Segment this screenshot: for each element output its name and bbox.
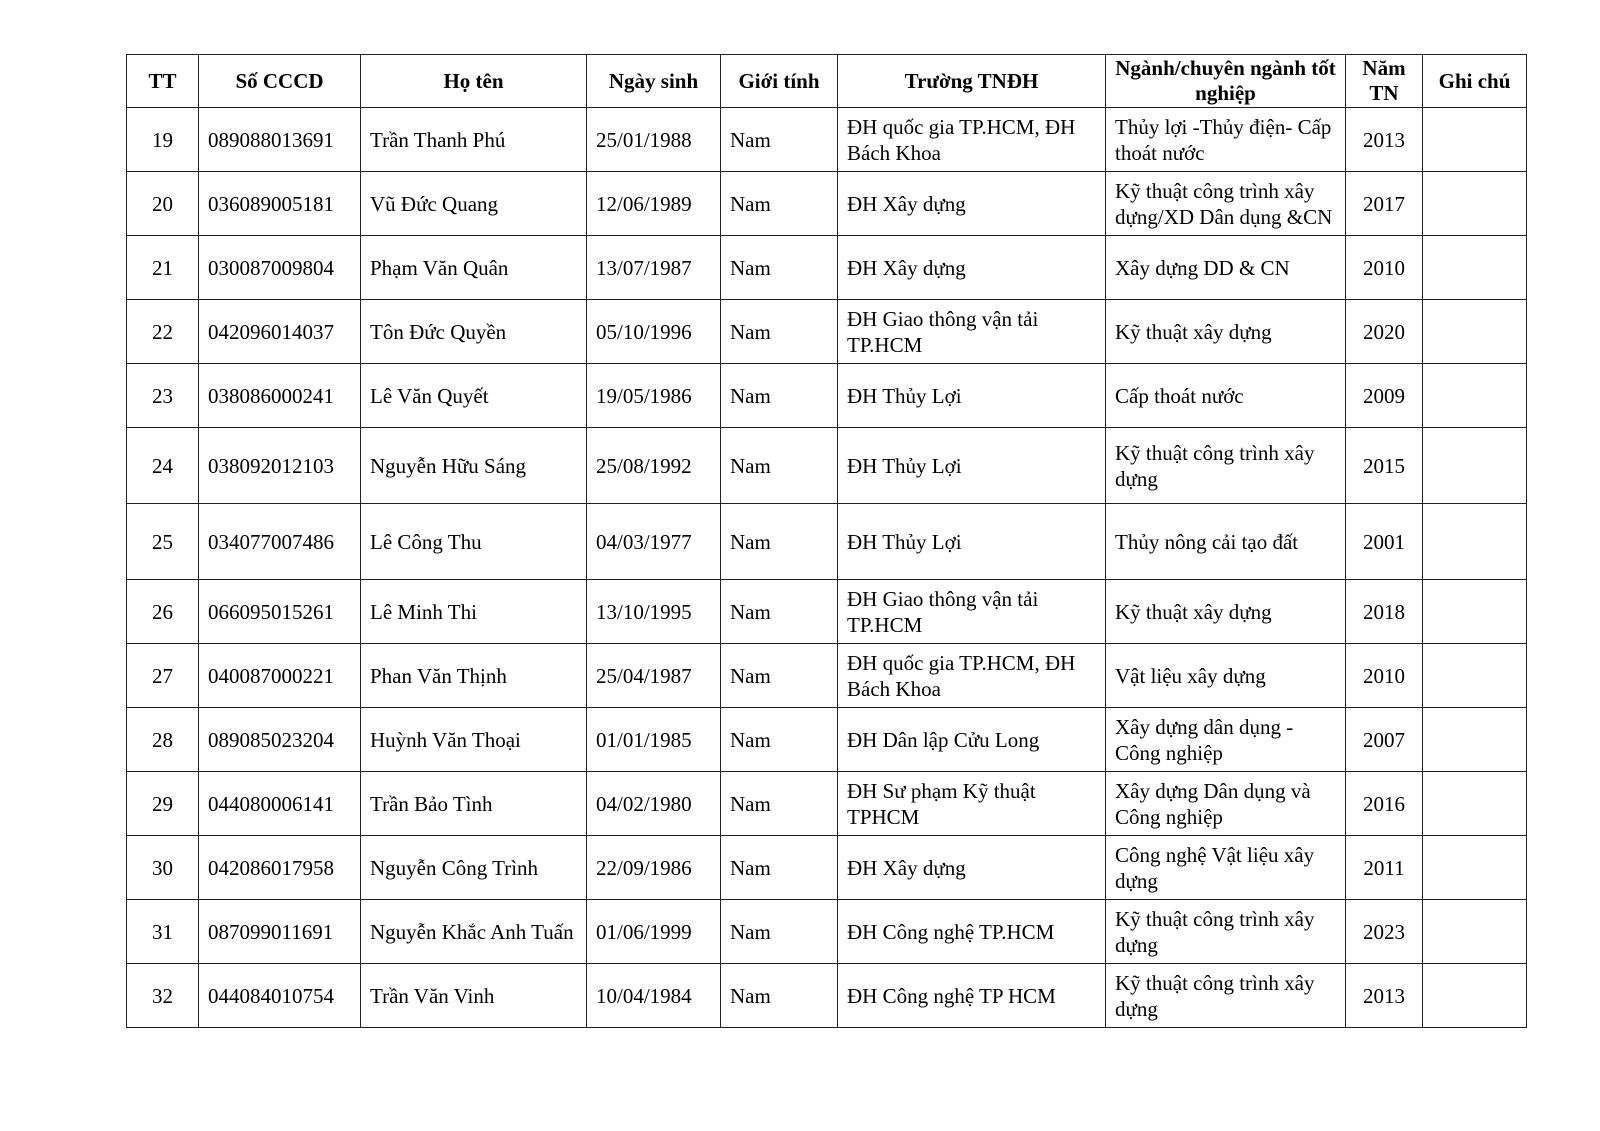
cell-gender: Nam: [721, 300, 838, 364]
cell-major: Kỹ thuật công trình xây dựng: [1106, 964, 1346, 1028]
cell-id-number: 036089005181: [199, 172, 361, 236]
cell-gender: Nam: [721, 504, 838, 580]
cell-full-name: Phan Văn Thịnh: [361, 644, 587, 708]
cell-tt: 25: [127, 504, 199, 580]
cell-graduation-year: 2013: [1346, 964, 1423, 1028]
cell-tt: 28: [127, 708, 199, 772]
cell-university: ĐH Xây dựng: [838, 236, 1106, 300]
cell-id-number: 030087009804: [199, 236, 361, 300]
header-full-name: Họ tên: [361, 55, 587, 108]
cell-date-of-birth: 25/04/1987: [587, 644, 721, 708]
cell-graduation-year: 2010: [1346, 644, 1423, 708]
cell-notes: [1423, 964, 1527, 1028]
cell-tt: 21: [127, 236, 199, 300]
cell-notes: [1423, 580, 1527, 644]
cell-id-number: 044084010754: [199, 964, 361, 1028]
cell-full-name: Nguyễn Hữu Sáng: [361, 428, 587, 504]
cell-date-of-birth: 01/06/1999: [587, 900, 721, 964]
header-gender: Giới tính: [721, 55, 838, 108]
cell-university: ĐH Sư phạm Kỹ thuật TPHCM: [838, 772, 1106, 836]
cell-major: Kỹ thuật công trình xây dựng: [1106, 900, 1346, 964]
cell-full-name: Huỳnh Văn Thoại: [361, 708, 587, 772]
cell-notes: [1423, 428, 1527, 504]
cell-full-name: Trần Bảo Tình: [361, 772, 587, 836]
cell-id-number: 044080006141: [199, 772, 361, 836]
cell-gender: Nam: [721, 772, 838, 836]
header-notes: Ghi chú: [1423, 55, 1527, 108]
cell-university: ĐH Thủy Lợi: [838, 504, 1106, 580]
graduates-table: [126, 54, 1527, 1028]
cell-date-of-birth: 13/10/1995: [587, 580, 721, 644]
cell-date-of-birth: 22/09/1986: [587, 836, 721, 900]
header-major: Ngành/chuyên ngành tốt nghiệp: [1106, 55, 1346, 108]
cell-university: ĐH Giao thông vận tải TP.HCM: [838, 300, 1106, 364]
cell-gender: Nam: [721, 644, 838, 708]
cell-major: Kỹ thuật xây dựng: [1106, 300, 1346, 364]
cell-major: Thủy lợi -Thủy điện- Cấp thoát nước: [1106, 108, 1346, 172]
cell-notes: [1423, 836, 1527, 900]
cell-gender: Nam: [721, 900, 838, 964]
cell-graduation-year: 2007: [1346, 708, 1423, 772]
cell-date-of-birth: 05/10/1996: [587, 300, 721, 364]
cell-tt: 22: [127, 300, 199, 364]
cell-gender: Nam: [721, 428, 838, 504]
cell-graduation-year: 2015: [1346, 428, 1423, 504]
cell-graduation-year: 2013: [1346, 108, 1423, 172]
cell-university: ĐH Công nghệ TP HCM: [838, 964, 1106, 1028]
cell-tt: 31: [127, 900, 199, 964]
cell-gender: Nam: [721, 836, 838, 900]
header-graduation-year: Năm TN: [1346, 55, 1423, 108]
cell-university: ĐH Xây dựng: [838, 836, 1106, 900]
cell-date-of-birth: 04/03/1977: [587, 504, 721, 580]
cell-tt: 26: [127, 580, 199, 644]
cell-graduation-year: 2011: [1346, 836, 1423, 900]
cell-major: Cấp thoát nước: [1106, 364, 1346, 428]
cell-tt: 27: [127, 644, 199, 708]
table-row: [127, 772, 1527, 836]
cell-notes: [1423, 236, 1527, 300]
cell-notes: [1423, 364, 1527, 428]
cell-full-name: Phạm Văn Quân: [361, 236, 587, 300]
header-date-of-birth: Ngày sinh: [587, 55, 721, 108]
cell-major: Công nghệ Vật liệu xây dựng: [1106, 836, 1346, 900]
cell-notes: [1423, 172, 1527, 236]
table-row: [127, 900, 1527, 964]
cell-major: Kỹ thuật công trình xây dựng: [1106, 428, 1346, 504]
cell-full-name: Trần Văn Vinh: [361, 964, 587, 1028]
cell-graduation-year: 2018: [1346, 580, 1423, 644]
table-row: [127, 964, 1527, 1028]
cell-full-name: Lê Công Thu: [361, 504, 587, 580]
cell-university: ĐH Công nghệ TP.HCM: [838, 900, 1106, 964]
cell-graduation-year: 2020: [1346, 300, 1423, 364]
cell-id-number: 040087000221: [199, 644, 361, 708]
cell-full-name: Trần Thanh Phú: [361, 108, 587, 172]
cell-tt: 20: [127, 172, 199, 236]
cell-gender: Nam: [721, 236, 838, 300]
cell-full-name: Vũ Đức Quang: [361, 172, 587, 236]
table-row: [127, 836, 1527, 900]
cell-university: ĐH Xây dựng: [838, 172, 1106, 236]
cell-id-number: 089085023204: [199, 708, 361, 772]
cell-major: Thủy nông cải tạo đất: [1106, 504, 1346, 580]
cell-full-name: Lê Văn Quyết: [361, 364, 587, 428]
cell-major: Kỹ thuật xây dựng: [1106, 580, 1346, 644]
cell-major: Vật liệu xây dựng: [1106, 644, 1346, 708]
cell-notes: [1423, 708, 1527, 772]
cell-id-number: 042096014037: [199, 300, 361, 364]
cell-notes: [1423, 108, 1527, 172]
cell-tt: 30: [127, 836, 199, 900]
table-row: [127, 364, 1527, 428]
table-row: [127, 428, 1527, 504]
cell-date-of-birth: 13/07/1987: [587, 236, 721, 300]
header-tt: TT: [127, 55, 199, 108]
cell-university: ĐH quốc gia TP.HCM, ĐH Bách Khoa: [838, 644, 1106, 708]
header-university: Trường TNĐH: [838, 55, 1106, 108]
cell-full-name: Tôn Đức Quyền: [361, 300, 587, 364]
cell-university: ĐH Thủy Lợi: [838, 364, 1106, 428]
cell-graduation-year: 2001: [1346, 504, 1423, 580]
cell-major: Xây dựng DD & CN: [1106, 236, 1346, 300]
cell-date-of-birth: 12/06/1989: [587, 172, 721, 236]
cell-university: ĐH quốc gia TP.HCM, ĐH Bách Khoa: [838, 108, 1106, 172]
cell-full-name: Nguyễn Công Trình: [361, 836, 587, 900]
cell-gender: Nam: [721, 364, 838, 428]
cell-notes: [1423, 644, 1527, 708]
table-row: [127, 580, 1527, 644]
cell-notes: [1423, 900, 1527, 964]
cell-id-number: 089088013691: [199, 108, 361, 172]
cell-date-of-birth: 10/04/1984: [587, 964, 721, 1028]
table-row: [127, 644, 1527, 708]
table-row: [127, 108, 1527, 172]
cell-full-name: Lê Minh Thi: [361, 580, 587, 644]
cell-date-of-birth: 25/08/1992: [587, 428, 721, 504]
cell-id-number: 038086000241: [199, 364, 361, 428]
cell-university: ĐH Thủy Lợi: [838, 428, 1106, 504]
cell-full-name: Nguyễn Khắc Anh Tuấn: [361, 900, 587, 964]
table-header-row: [127, 55, 1527, 108]
cell-id-number: 042086017958: [199, 836, 361, 900]
cell-id-number: 038092012103: [199, 428, 361, 504]
cell-tt: 29: [127, 772, 199, 836]
cell-id-number: 034077007486: [199, 504, 361, 580]
table-row: [127, 504, 1527, 580]
cell-date-of-birth: 04/02/1980: [587, 772, 721, 836]
cell-notes: [1423, 772, 1527, 836]
cell-gender: Nam: [721, 708, 838, 772]
cell-gender: Nam: [721, 964, 838, 1028]
cell-gender: Nam: [721, 108, 838, 172]
cell-major: Xây dựng Dân dụng và Công nghiệp: [1106, 772, 1346, 836]
cell-graduation-year: 2010: [1346, 236, 1423, 300]
cell-date-of-birth: 19/05/1986: [587, 364, 721, 428]
cell-notes: [1423, 504, 1527, 580]
cell-id-number: 066095015261: [199, 580, 361, 644]
cell-gender: Nam: [721, 172, 838, 236]
cell-graduation-year: 2016: [1346, 772, 1423, 836]
header-id-number: Số CCCD: [199, 55, 361, 108]
cell-date-of-birth: 01/01/1985: [587, 708, 721, 772]
cell-date-of-birth: 25/01/1988: [587, 108, 721, 172]
cell-graduation-year: 2009: [1346, 364, 1423, 428]
table-row: [127, 172, 1527, 236]
cell-major: Xây dựng dân dụng - Công nghiệp: [1106, 708, 1346, 772]
table-row: [127, 236, 1527, 300]
cell-tt: 23: [127, 364, 199, 428]
cell-graduation-year: 2017: [1346, 172, 1423, 236]
table-body: [127, 108, 1527, 1028]
cell-university: ĐH Dân lập Cửu Long: [838, 708, 1106, 772]
cell-major: Kỹ thuật công trình xây dựng/XD Dân dụng &CN: [1106, 172, 1346, 236]
cell-gender: Nam: [721, 580, 838, 644]
table-row: [127, 708, 1527, 772]
cell-tt: 19: [127, 108, 199, 172]
cell-id-number: 087099011691: [199, 900, 361, 964]
cell-university: ĐH Giao thông vận tải TP.HCM: [838, 580, 1106, 644]
cell-tt: 24: [127, 428, 199, 504]
cell-tt: 32: [127, 964, 199, 1028]
cell-notes: [1423, 300, 1527, 364]
cell-graduation-year: 2023: [1346, 900, 1423, 964]
table-row: [127, 300, 1527, 364]
